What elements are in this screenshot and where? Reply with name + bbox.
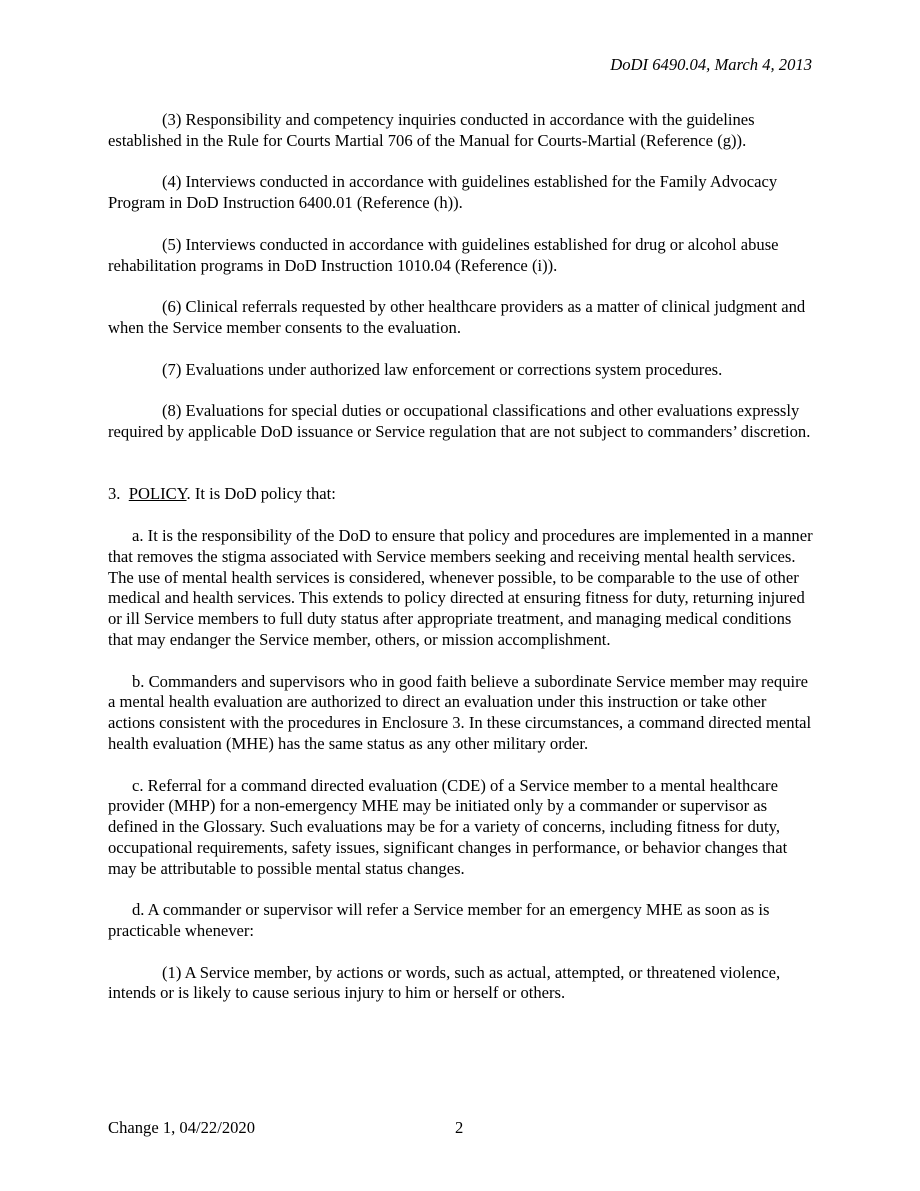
list-item-4: (4) Interviews conducted in accordance with guidelines established for the Family Advocacy Program in DoD Instruction 6400.01 (Reference (h)). [108, 172, 778, 213]
list-item-8: (8) Evaluations for special duties or occupational classifications and other evaluations expressly required by applicable DoD issuance or Service regulation that are not subject to commanders’ discretion. [108, 401, 811, 441]
list-item-6: (6) Clinical referrals requested by other healthcare providers as a matter of clinical judgment and when the Service member consents to the evaluation. [108, 297, 806, 337]
policy-paragraph-d: d. A commander or supervisor will refer a Service member for an emergency MHE as soon as is practicable whenever: [108, 900, 770, 941]
document-body [108, 110, 816, 1025]
section-title: POLICY [128, 484, 187, 504]
policy-subitem-d1: (1) A Service member, by actions or words, such as actual, attempted, or threatened violence, intends or is likely to cause serious injury to him or herself or others. [108, 962, 781, 1003]
policy-paragraph-b: b. Commanders and supervisors who in good faith believe a subordinate Service member may require a mental health evaluation are authorized to direct an evaluation under this instruction or take other actions consistent with the procedures in Enclosure 3. In these circumstances, a command directed mental health evaluation (MHE) has the same status as any other military order. [108, 671, 812, 753]
footer-page-number: 2 [455, 1118, 464, 1137]
policy-paragraph-a: a. It is the responsibility of the DoD to ensure that policy and procedures are implemented in a manner that removes the stigma associated with Service members seeking and receiving mental health services. The use of mental health services is considered, whenever possible, to be comparable to the use of other medical and health services. This extends to policy directed at ensuring fitness for duty, returning injured or ill Service members to full duty status after appropriate treatment, and managing medical conditions that may endanger the Service member, others, or mission accomplishment. [108, 525, 813, 649]
section-intro: . It is DoD policy that: [186, 484, 336, 504]
section-number: 3. [108, 484, 121, 504]
section-heading-policy [108, 484, 816, 505]
policy-paragraph-c: c. Referral for a command directed evaluation (CDE) of a Service member to a mental healthcare provider (MHP) for a non-emergency MHE may be initiated only by a commander or supervisor as defined in the Glossary. Such evaluations may be for a variety of concerns, including fitness for duty, occupational requirements, safety issues, significant changes in performance, or behavior changes that may be attributable to possible mental status changes. [108, 775, 788, 878]
list-item-5: (5) Interviews conducted in accordance with guidelines established for drug or alcohol abuse rehabilitation programs in DoD Instruction 1010.04 (Reference (i)). [108, 234, 779, 275]
footer-change-note: Change 1, 04/22/2020 [108, 1118, 256, 1137]
list-item-3: (3) Responsibility and competency inquiries conducted in accordance with the guidelines established in the Rule for Courts Martial 706 of the Manual for Courts-Martial (Reference (g)). [108, 110, 755, 150]
list-item-7: (7) Evaluations under authorized law enforcement or corrections system procedures. [162, 359, 723, 379]
document-header: DoDI 6490.04, March 4, 2013 [610, 55, 812, 74]
